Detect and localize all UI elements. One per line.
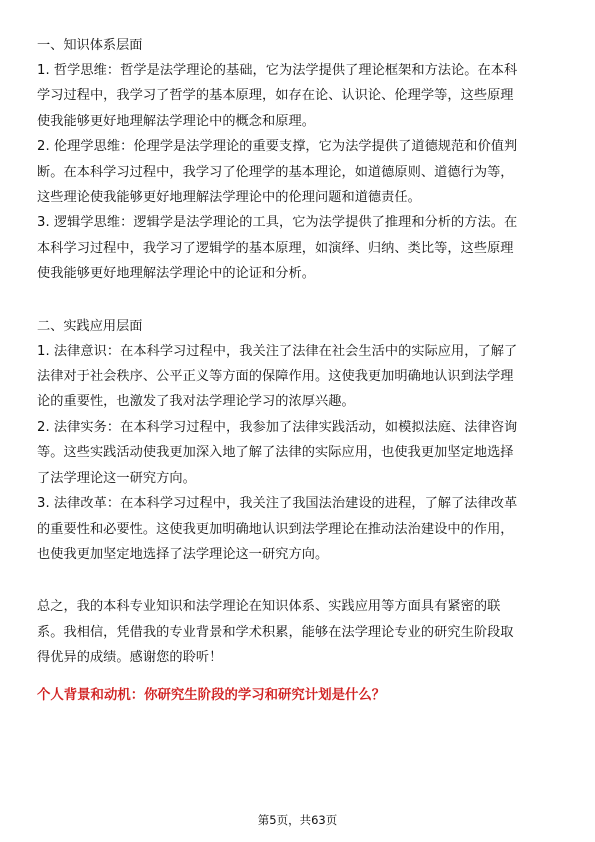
question-heading: 个人背景和动机：你研究生阶段的学习和研究计划是什么？ xyxy=(37,687,386,703)
text-line: 2. 伦理学思维：伦理学是法学理论的重要支撑，它为法学提供了道德规范和价值判 xyxy=(37,139,518,155)
spacer xyxy=(37,567,559,594)
paragraph-conclusion xyxy=(37,594,559,670)
spacer xyxy=(37,287,559,314)
text-line: 的重要性和必要性。这使我更加明确地认识到法学理论在推动法治建设中的作用， xyxy=(37,521,514,537)
paragraph-legal-reform xyxy=(37,491,559,567)
text-line: 3. 法律改革：在本科学习过程中，我关注了我国法治建设的进程，了解了法律改革 xyxy=(37,496,518,512)
text-line: 1. 哲学思维：哲学是法学理论的基础，它为法学提供了理论框架和方法论。在本科 xyxy=(37,63,518,78)
text-line: 法律对于社会秩序、公平正义等方面的保障作用。这使我更加明确地认识到法学理 xyxy=(37,369,514,385)
text-line: 这些理论使我能够更好地理解法学理论中的伦理问题和道德责任。 xyxy=(37,190,421,206)
spacer xyxy=(37,671,559,683)
section-heading-knowledge: 一、知识体系层面 xyxy=(37,38,143,53)
paragraph-logic xyxy=(37,210,559,286)
paragraph-ethics xyxy=(37,134,559,210)
text-line: 学习过程中，我学习了哲学的基本原理，如存在论、认识论、伦理学等，这些原理 xyxy=(37,88,514,104)
paragraph-legal-practice xyxy=(37,415,559,491)
text-line: 系。我相信，凭借我的专业背景和学术积累，能够在法学理论专业的研究生阶段取 xyxy=(37,624,514,640)
text-line: 1. 法律意识：在本科学习过程中，我关注了法律在社会生活中的实际应用，了解了 xyxy=(37,343,518,359)
text-line: 2. 法律实务：在本科学习过程中，我参加了法律实践活动，如模拟法庭、法律咨询 xyxy=(37,419,518,435)
text-line: 3. 逻辑学思维：逻辑学是法学理论的工具，它为法学提供了推理和分析的方法。在 xyxy=(37,215,518,231)
document-body xyxy=(37,33,559,708)
text-line: 使我能够更好地理解法学理论中的概念和原理。 xyxy=(37,113,315,129)
text-line: 论的重要性，也激发了我对法学理论学习的浓厚兴趣。 xyxy=(37,394,355,410)
paragraph-legal-awareness xyxy=(37,339,559,415)
page-number-footer: 第5页，共63页 xyxy=(257,813,338,827)
text-line: 了法学理论这一研究方向。 xyxy=(37,470,196,486)
section-heading-practice: 二、实践应用层面 xyxy=(37,318,143,334)
paragraph-philosophy xyxy=(37,58,559,134)
text-line: 也使我更加坚定地选择了法学理论这一研究方向。 xyxy=(37,546,329,562)
text-line: 本科学习过程中，我学习了逻辑学的基本原理，如演绎、归纳、类比等，这些原理 xyxy=(37,240,514,256)
text-line: 等。这些实践活动使我更加深入地了解了法律的实际应用，也使我更加坚定地选择 xyxy=(37,445,514,461)
text-line: 断。在本科学习过程中，我学习了伦理学的基本理论，如道德原则、道德行为等， xyxy=(37,164,514,180)
text-line: 总之，我的本科专业知识和法学理论在知识体系、实践应用等方面具有紧密的联 xyxy=(37,599,501,615)
text-line: 使我能够更好地理解法学理论中的论证和分析。 xyxy=(37,266,315,282)
text-line: 得优异的成绩。感谢您的聆听！ xyxy=(37,650,223,666)
